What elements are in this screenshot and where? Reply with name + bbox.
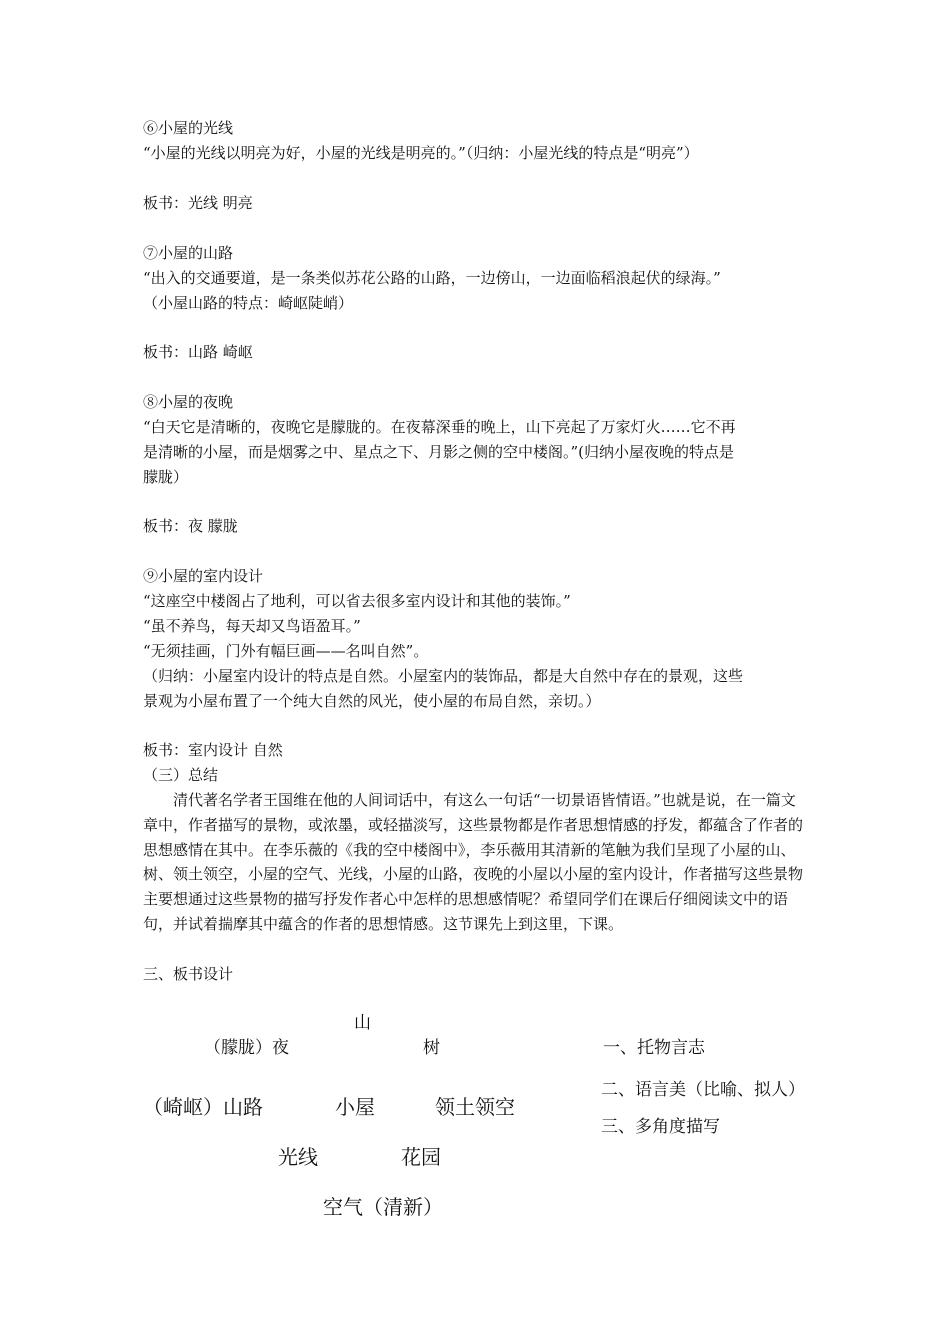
board-light: 光线 bbox=[278, 1145, 318, 1169]
night-quote-line3: 朦胧） bbox=[143, 468, 189, 486]
road-quote: “出入的交通要道，是一条类似苏花公路的山路，一边傍山，一边面临稻浪起伏的绿海。” bbox=[143, 269, 721, 287]
interior-quote-2: “虽不养鸟，每天却又鸟语盈耳。” bbox=[143, 617, 361, 635]
board-point-1: 一、托物言志 bbox=[603, 1038, 705, 1058]
board-design-heading: 三、板书设计 bbox=[143, 965, 234, 983]
board-territory: 领土领空 bbox=[435, 1095, 515, 1119]
board-point-3: 三、多角度描写 bbox=[601, 1117, 720, 1137]
interior-heading: ⑨小屋的室内设计 bbox=[143, 567, 264, 585]
interior-board-note: 板书：室内设计 自然 bbox=[143, 741, 283, 759]
conclusion-paragraph bbox=[143, 788, 810, 937]
conclusion-body: 清代著名学者王国维在他的人间词话中，有这么一句话“一切景语皆情语。”也就是说，在一篇文章中，作者描写的景物，或浓墨，或轻描淡写，这些景物都是作者思想情感的抒发，都蕴含了作者的思想感情在其中。在李乐薇的《我的空中楼阁中》，李乐薇用其清新的笔触为我们呈现了小屋的山、树、领土领空，小屋的空气、光线，小屋的山路，夜晚的小屋以小屋的室内设计，作者描写这些景物主要想通过这些景物的描写抒发作者心中怎样的思想感情呢？希望同学们在课后仔细阅读文中的语句，并试着揣摩其中蕴含的作者的思想情感。这节课先上到这里，下课。 bbox=[143, 791, 804, 933]
board-night: （朦胧）夜 bbox=[204, 1038, 289, 1058]
night-heading: ⑧小屋的夜晚 bbox=[143, 393, 234, 411]
road-heading: ⑦小屋的山路 bbox=[143, 244, 234, 262]
board-tree: 树 bbox=[423, 1038, 440, 1058]
board-road: （崎岖）山路 bbox=[143, 1095, 263, 1119]
light-board-note: 板书：光线 明亮 bbox=[143, 194, 253, 212]
night-quote-line1: “白天它是清晰的，夜晚它是朦胧的。在夜幕深垂的晚上，山下亮起了万家灯火……它不再 bbox=[143, 418, 736, 436]
interior-quote-3: “无须挂画，门外有幅巨画——名叫自然”。 bbox=[143, 642, 429, 660]
board-point-2: 二、语言美（比喻、拟人） bbox=[601, 1080, 805, 1100]
conclusion-heading: （三）总结 bbox=[143, 766, 219, 784]
board-air: 空气（清新） bbox=[323, 1195, 443, 1219]
road-note: （小屋山路的特点：崎岖陡峭） bbox=[143, 294, 354, 312]
road-board-note: 板书：山路 崎岖 bbox=[143, 343, 253, 361]
board-mountain: 山 bbox=[354, 1013, 371, 1033]
board-house: 小屋 bbox=[335, 1095, 375, 1119]
interior-quote-1: “这座空中楼阁占了地利，可以省去很多室内设计和其他的装饰。” bbox=[143, 592, 571, 610]
night-quote-line2: 是清晰的小屋，而是烟雾之中、星点之下、月影之侧的空中楼阁。”(归纳小屋夜晚的特点是 bbox=[143, 443, 735, 461]
night-board-note: 板书：夜 朦胧 bbox=[143, 517, 238, 535]
light-quote: “小屋的光线以明亮为好，小屋的光线是明亮的。”（归纳：小屋光线的特点是“明亮”） bbox=[143, 144, 699, 162]
interior-summary-line2: 景观为小屋布置了一个纯大自然的风光，使小屋的布局自然，亲切。） bbox=[143, 692, 601, 710]
interior-summary-line1: （归纳：小屋室内设计的特点是自然。小屋室内的装饰品，都是大自然中存在的景观，这些 bbox=[143, 667, 744, 685]
board-garden: 花园 bbox=[401, 1145, 441, 1169]
light-heading: ⑥小屋的光线 bbox=[143, 119, 234, 137]
